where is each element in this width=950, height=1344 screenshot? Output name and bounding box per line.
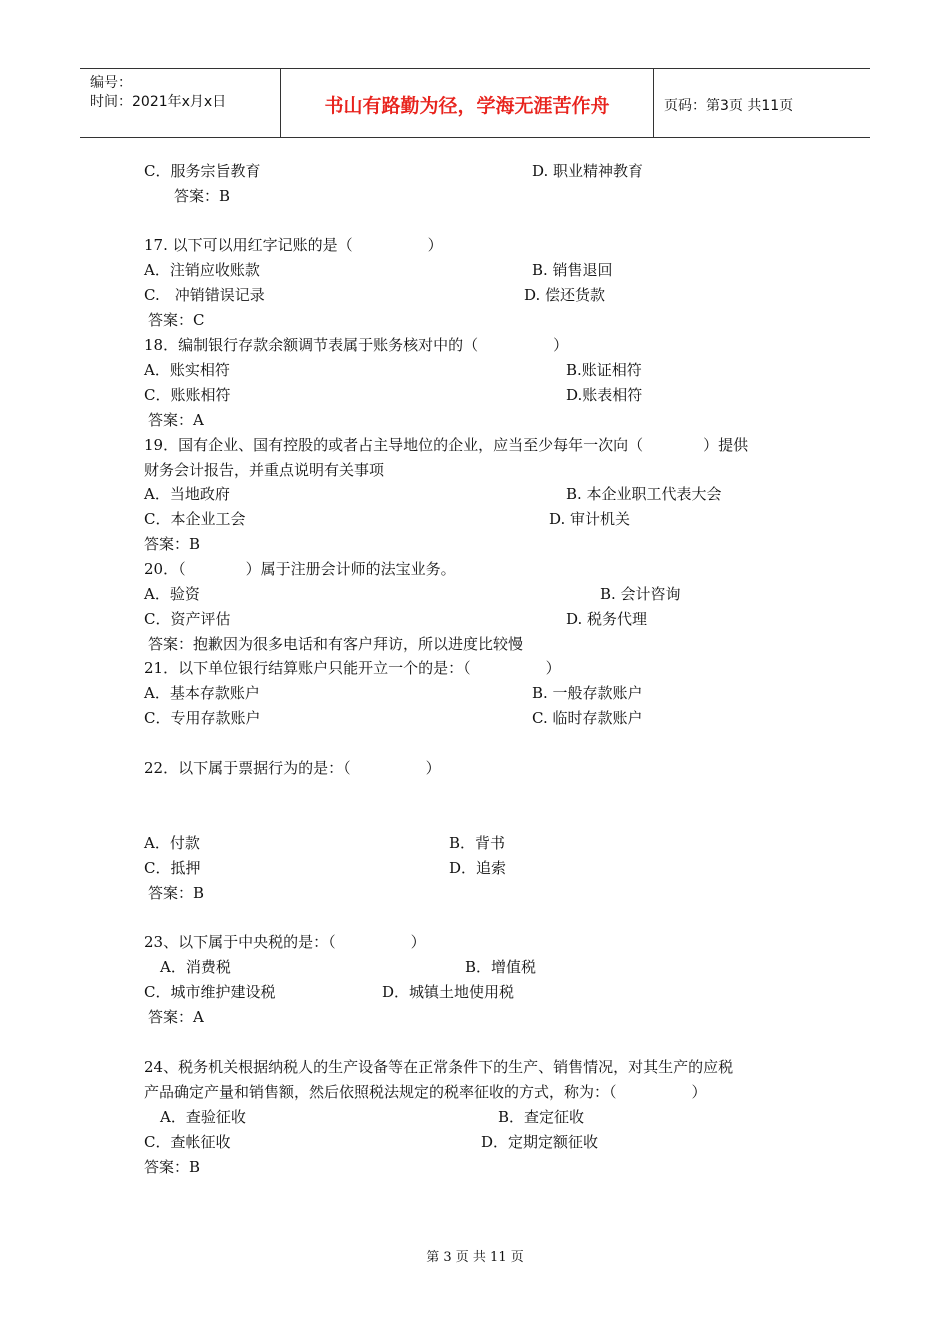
header-page-cell (654, 69, 870, 137)
q16-option-d: D. 职业精神教育 (532, 162, 644, 180)
q18-answer: 答案：A (148, 411, 204, 429)
q18-option-d: D.账表相符 (566, 386, 643, 404)
q17-question: 17. 以下可以用红字记账的是（ ） (144, 236, 443, 254)
q22-answer: 答案：B (148, 884, 205, 902)
q20-option-b: B. 会计咨询 (600, 585, 681, 603)
page-footer: 第 3 页 共 11 页 (426, 1250, 524, 1265)
q17-option-b: B. 销售退回 (532, 261, 613, 279)
q24-option-c: C．查帐征收 (144, 1133, 231, 1151)
page-code: 页码：第3页 共11页 (664, 98, 794, 114)
q21-option-d: C. 临时存款账户 (532, 709, 643, 727)
q24-question-line2: 产品确定产量和销售额，然后依照税法规定的税率征收的方式，称为：（ ） (144, 1083, 707, 1101)
q16-answer: 答案：B (174, 187, 231, 205)
q22-question: 22．以下属于票据行为的是：（ ） (144, 759, 441, 777)
q24-option-a: A．查验征收 (160, 1108, 246, 1126)
page-header (80, 68, 870, 138)
q23-option-a: A．消费税 (160, 958, 231, 976)
q17-answer: 答案：C (148, 311, 205, 329)
q21-option-c: C．专用存款账户 (144, 709, 261, 727)
q24-question-line1: 24、税务机关根据纳税人的生产设备等在正常条件下的生产、销售情况，对其生产的应税 (144, 1058, 734, 1076)
q21-question: 21．以下单位银行结算账户只能开立一个的是：（ ） (144, 659, 561, 677)
q17-option-a: A．注销应收账款 (144, 261, 260, 279)
q19-option-b: B. 本企业职工代表大会 (566, 485, 722, 503)
q18-option-c: C．账账相符 (144, 386, 231, 404)
q20-answer: 答案：抱歉因为很多电话和有客户拜访，所以进度比较慢 (148, 635, 524, 653)
header-info-cell (80, 69, 280, 137)
q22-option-b: B．背书 (449, 834, 506, 852)
q21-option-a: A．基本存款账户 (144, 684, 260, 702)
q19-question-line2: 财务会计报告，并重点说明有关事项 (144, 461, 385, 479)
q22-option-d: D．追索 (449, 859, 507, 877)
q23-question: 23、以下属于中央税的是：（ ） (144, 933, 426, 951)
q19-answer: 答案：B (144, 535, 201, 553)
q20-option-c: C．资产评估 (144, 610, 231, 628)
q20-question: 20．（ ）属于注册会计师的法宝业务。 (144, 560, 456, 578)
q23-option-b: B．增值税 (465, 958, 537, 976)
q24-option-d: D．定期定额征收 (481, 1133, 599, 1151)
q19-option-a: A．当地政府 (144, 485, 230, 503)
number-label: 编号： (90, 75, 132, 91)
q23-option-c: C．城市维护建设税 (144, 983, 276, 1001)
q20-option-a: A．验资 (144, 585, 200, 603)
q24-option-b: B．查定征收 (498, 1108, 585, 1126)
q23-answer: 答案：A (148, 1008, 204, 1026)
q22-option-c: C．抵押 (144, 859, 201, 877)
q18-option-b: B.账证相符 (566, 361, 642, 379)
q19-option-d: D. 审计机关 (549, 510, 631, 528)
motto-text: 书山有路勤为径，学海无涯苦作舟 (324, 95, 610, 117)
q17-option-c: C. 冲销错误记录 (144, 286, 265, 304)
q23-option-d: D．城镇土地使用税 (382, 983, 515, 1001)
q20-option-d: D. 税务代理 (566, 610, 648, 628)
q16-option-c: C．服务宗旨教育 (144, 162, 261, 180)
header-motto-cell (280, 69, 654, 137)
q19-option-c: C．本企业工会 (144, 510, 246, 528)
q22-option-a: A．付款 (144, 834, 200, 852)
date-label: 时间：2021年x月x日 (90, 94, 227, 110)
q17-option-d: D. 偿还货款 (524, 286, 606, 304)
q21-option-b: B. 一般存款账户 (532, 684, 643, 702)
q18-question: 18．编制银行存款余额调节表属于账务核对中的（ ） (144, 336, 569, 354)
q18-option-a: A．账实相符 (144, 361, 230, 379)
q24-answer: 答案：B (144, 1158, 201, 1176)
q19-question-line1: 19．国有企业、国有控股的或者占主导地位的企业，应当至少每年一次向（ ）提供 (144, 436, 749, 454)
